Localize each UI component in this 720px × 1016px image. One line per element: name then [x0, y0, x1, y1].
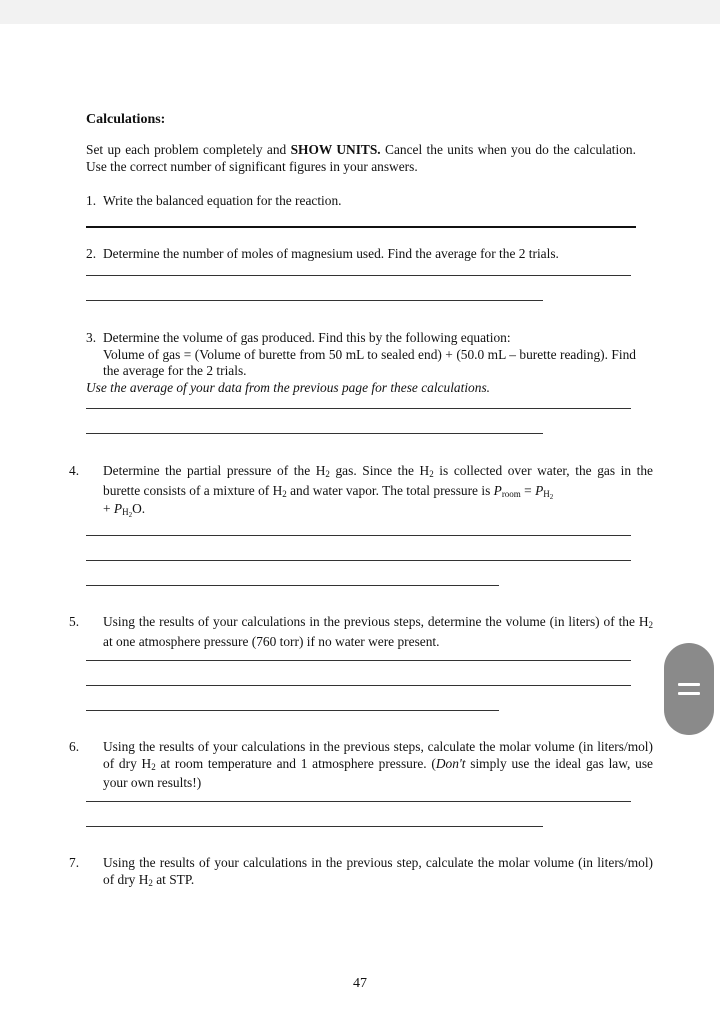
- subscript: 2: [151, 761, 156, 772]
- scroll-drag-handle[interactable]: [664, 643, 714, 735]
- question-5: [69, 614, 653, 650]
- q4-text-1: Determine the partial pressure of the H: [103, 463, 326, 478]
- q4-text-o: O.: [132, 501, 146, 516]
- subscript: 2: [148, 877, 153, 888]
- intro-text-2: Cancel the units when you do the calculation. Use the correct number of significant figures in your answers.: [86, 142, 636, 174]
- question-text: Determine the volume of gas produced. Find this by the following equation:: [103, 330, 511, 345]
- drag-handle-icon: [678, 692, 700, 695]
- answer-line[interactable]: [86, 660, 631, 661]
- subscript: 2: [325, 469, 330, 479]
- question-6: [69, 739, 654, 792]
- section-heading: Calculations:: [86, 112, 166, 127]
- question-number: 4.: [69, 463, 80, 478]
- q5-text-1: Using the results of your calculations in the previous steps, determine the volume (in liters) of the H: [103, 614, 649, 629]
- equals-sign: =: [520, 482, 536, 498]
- answer-line[interactable]: [86, 535, 631, 536]
- question-number: 6.: [69, 739, 80, 754]
- instructions-paragraph: [86, 142, 636, 175]
- answer-line[interactable]: [86, 560, 631, 561]
- q6-text-3: simply use the ideal gas law, use your own results!): [103, 755, 654, 790]
- question-equation: Volume of gas = (Volume of burette from 50 mL to sealed end) + (50.0 mL – burette reading). Find the average for the 2 trials.: [103, 346, 636, 378]
- answer-line[interactable]: [86, 685, 631, 686]
- pressure-symbol: P: [113, 501, 123, 516]
- answer-line[interactable]: [86, 226, 636, 228]
- question-number: 1.: [86, 193, 97, 208]
- pressure-symbol: P: [535, 482, 544, 498]
- q4-text-4: and water vapor. The total pressure is: [286, 482, 494, 498]
- answer-line[interactable]: [86, 408, 631, 409]
- subscript-h: H: [543, 488, 550, 499]
- answer-line[interactable]: [86, 801, 631, 802]
- question-2: [86, 246, 636, 263]
- subscript: 2: [282, 488, 287, 499]
- q6-text-1: Using the results of your calculations in the previous steps, calculate the molar volume (in liters/mol) of dry H: [103, 739, 653, 771]
- plus-sign: +: [103, 501, 114, 516]
- q4-text-3: is collected over water, the gas in the burette consists of a mixture of H: [103, 463, 653, 498]
- page-number: 47: [353, 976, 367, 991]
- question-3: [86, 330, 636, 396]
- answer-line[interactable]: [86, 275, 631, 276]
- question-7: [69, 855, 653, 891]
- pressure-symbol: P: [493, 482, 502, 498]
- answer-line[interactable]: [86, 710, 499, 711]
- q7-text-1: Using the results of your calculations in the previous step, calculate the molar volume (in liters/mol) of dry H: [103, 855, 653, 887]
- question-number: 5.: [69, 614, 80, 629]
- question-text: Write the balanced equation for the reaction.: [103, 193, 342, 208]
- question-4-continuation: [86, 501, 636, 524]
- subscript-room: room: [501, 488, 521, 499]
- viewer-top-bar: [0, 0, 720, 24]
- question-number: 2.: [86, 246, 97, 261]
- subscript-2: 2: [549, 492, 554, 501]
- q6-text-2: at room temperature and 1 atmosphere pressure. (: [155, 755, 436, 771]
- question-number: 3.: [86, 330, 97, 345]
- subscript-h: H: [122, 507, 129, 517]
- question-number: 7.: [69, 855, 80, 870]
- answer-line[interactable]: [86, 826, 543, 827]
- document-page[interactable]: [0, 24, 720, 1016]
- answer-line[interactable]: [86, 433, 543, 434]
- intro-text-1: Set up each problem completely and: [86, 142, 291, 157]
- question-note: Use the average of your data from the previous page for these calculations.: [86, 379, 491, 395]
- q5-text-2: at one atmosphere pressure (760 torr) if no water were present.: [103, 633, 440, 649]
- intro-bold-text: SHOW UNITS.: [290, 142, 381, 157]
- answer-line[interactable]: [86, 585, 499, 586]
- q7-text-2: at STP.: [152, 871, 195, 887]
- q4-text-2: gas. Since the H: [329, 463, 430, 478]
- question-1: [86, 193, 636, 210]
- question-text: Determine the number of moles of magnesium used. Find the average for the 2 trials.: [103, 246, 559, 261]
- answer-line[interactable]: [86, 300, 543, 301]
- subscript-2: 2: [128, 511, 133, 519]
- subscript: 2: [648, 620, 653, 630]
- question-4: [69, 463, 653, 505]
- q6-emphasis: Don't: [435, 755, 466, 771]
- subscript: 2: [429, 469, 434, 479]
- drag-handle-icon: [678, 683, 700, 686]
